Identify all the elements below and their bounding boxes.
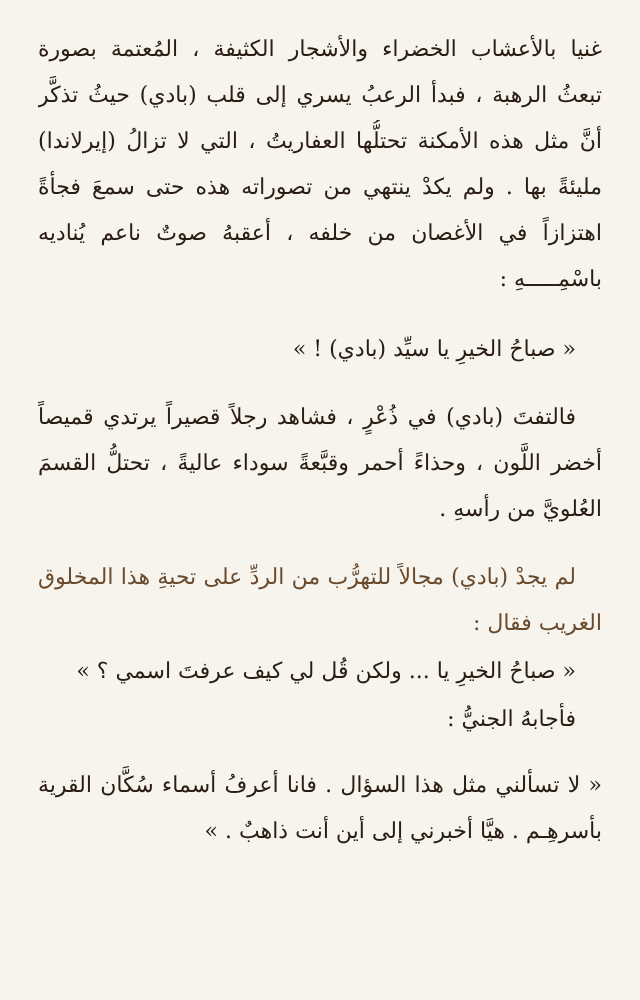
text-line: لم يجدْ (بادي) مجالاً للتهرُّب من الردِّ على تحيةِ هذا المخلوق bbox=[38, 565, 576, 590]
text-line: العُلويَّ من رأسهِ . bbox=[439, 497, 602, 522]
quote-line: « صباحُ الخيرِ يا سيِّد (بادي) ! » bbox=[292, 337, 576, 362]
text-line: الغريب فقال : bbox=[472, 611, 602, 636]
text-line: مليئةً بها . ولم يكدْ ينتهي من تصوراته هذه حتى سمعَ فجأةً bbox=[38, 175, 602, 200]
text-line: فالتفتَ (بادي) في ذُعْرٍ ، فشاهد رجلاً قصيراً يرتدي قميصاً bbox=[38, 405, 576, 430]
quote-line: « صباحُ الخيرِ يا ... ولكن قُل لي كيف عرفتَ اسمي ؟ » bbox=[76, 659, 576, 684]
text-line: باسْمِـــــهِ : bbox=[499, 267, 602, 292]
text-line: غنيا بالأعشاب الخضراء والأشجار الكثيفة ، المُعتمة بصورة bbox=[38, 37, 602, 62]
text-line: اهتزازاً في الأغصان من خلفه ، أعقبهُ صوتٌ ناعم يُناديه bbox=[38, 221, 602, 246]
text-line: فأجابهُ الجنيُّ : bbox=[447, 707, 576, 732]
text-line: أنَّ مثل هذه الأمكنة تحتلُّها العفاريتُ ، التي لا تزالُ (إيرلاندا) bbox=[38, 129, 602, 154]
quote-line: بأسرهِـم . هيَّا أخبرني إلى أين أنت ذاهبٌ . » bbox=[204, 819, 602, 844]
text-line: تبعثُ الرهبة ، فبدأ الرعبُ يسري إلى قلب (بادي) حيثُ تذكَّر bbox=[38, 83, 602, 108]
quote-line: « لا تسألني مثل هذا السؤال . فانا أعرفُ أسماء سُكَّان القرية bbox=[38, 773, 602, 798]
text-line: أخضر اللَّون ، وحذاءً أحمر وقبَّعةً سوداء عاليةً ، تحتلُّ القسمَ bbox=[38, 451, 602, 476]
